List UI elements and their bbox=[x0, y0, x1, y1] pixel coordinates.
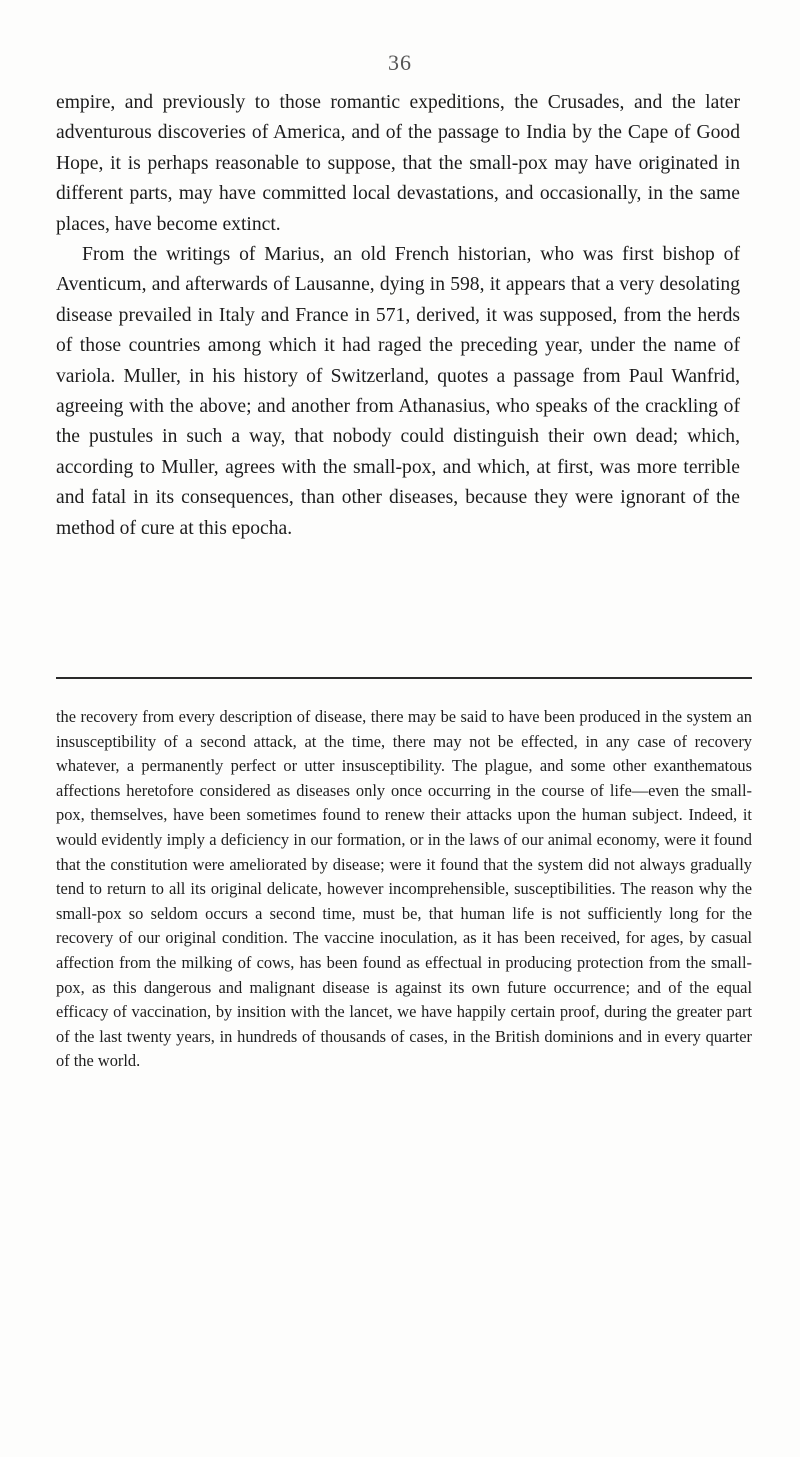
body-paragraph-1: empire, and previously to those romantic expeditions, the Crusades, and the later adventurous discoveries of America, and of the passage to India by the Cape of Good Hope, it is perhaps reasonable to suppose, that the small-pox may have originated in different parts, may have committed local devastations, and occasionally, in the same places, have become extinct. bbox=[56, 92, 740, 235]
footnote-block bbox=[56, 705, 752, 1074]
body-paragraph-2: From the writings of Marius, an old French historian, who was first bishop of Aventicum, and afterwards of Lausanne, dying in 598, it appears that a very desolating disease prevailed in Italy and France in 571, derived, it was supposed, from the herds of those countries among which it had raged the preceding year, under the name of variola. Muller, in his history of Switzerland, quotes a passage from Paul Wanfrid, agreeing with the above; and another from Athanasius, who speaks of the crackling of the pustules in such a way, that nobody could distinguish their own dead; which, according to Muller, agrees with the small-pox, and which, at first, was more terrible and fatal in its consequences, than other diseases, because they were ignorant of the method of cure at this epocha. bbox=[56, 244, 740, 539]
footnote-divider bbox=[56, 677, 752, 679]
page-number: 36 bbox=[388, 50, 412, 75]
footnote-text: the recovery from every description of disease, there may be said to have been produced in the system an insusceptibility of a second attack, at the time, there may not be effected, in any case of recovery whatever, a permanently perfect or utter insusceptibility. The plague, and some other exanthematous affections heretofore considered as diseases only once occurring in the course of life—even the small-pox, themselves, have been sometimes found to renew their attacks upon the human subject. Indeed, it would evidently imply a deficiency in our formation, or in the laws of our animal economy, were it found that the constitution were ameliorated by disease; were it found that the system did not always gradually tend to return to all its original delicate, however incomprehensible, susceptibilities. The reason why the small-pox so seldom occurs a second time, must be, that human life is not sufficiently long for the recovery of our original condition. The vaccine inoculation, as it has been received, for ages, by casual affection from the milking of cows, has been found as effectual in producing protection from the small-pox, as this dangerous and malignant disease is against its own future occurrence; and of the equal efficacy of vaccination, by insition with the lancet, we have happily certain proof, during the greater part of the last twenty years, in hundreds of thousands of cases, in the British dominions and in every quarter of the world. bbox=[56, 707, 752, 1071]
main-body-text bbox=[56, 88, 740, 544]
